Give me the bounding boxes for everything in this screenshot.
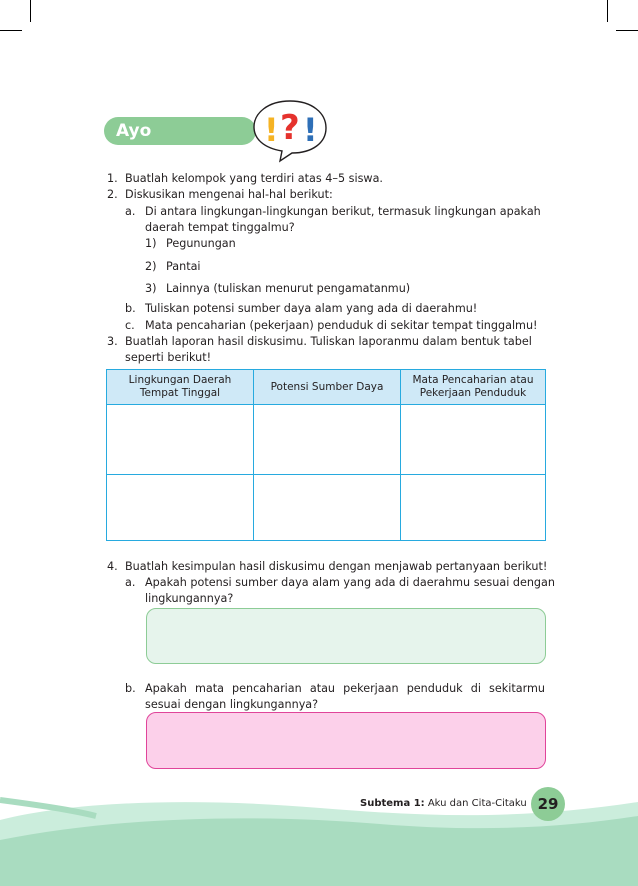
header-text: Lingkungan Daerah: [128, 374, 232, 386]
item-letter: c.: [125, 319, 135, 332]
item-number: 2.: [107, 188, 118, 201]
svg-text:!: !: [303, 111, 318, 149]
item-number: 1.: [107, 172, 118, 185]
item-number: 2): [145, 260, 157, 273]
item-letter: a.: [125, 576, 136, 589]
table-header-potensi: [254, 370, 400, 404]
page-number: 29: [531, 787, 565, 821]
table-header-mata-pencaharian: [401, 370, 545, 404]
table-cell[interactable]: [254, 475, 400, 540]
question-text: Apakah potensi sumber daya alam yang ada di daerahmu sesuai dengan: [145, 576, 555, 589]
table-cell[interactable]: [401, 405, 545, 474]
header-text: Pekerjaan Penduduk: [419, 387, 527, 399]
subtema-title: Aku dan Cita-Citaku: [427, 798, 527, 809]
table-cell[interactable]: [107, 405, 253, 474]
crop-mark: [616, 30, 638, 31]
svg-text:!: !: [264, 111, 279, 149]
option-text: Lainnya (tuliskan menurut pengamatanmu): [166, 282, 411, 295]
answer-box-b[interactable]: [146, 712, 546, 769]
question-text: Apakah mata pencaharian atau pekerjaan penduduk di sekitarmu: [145, 682, 545, 695]
exclamation-question-bubble-icon: [250, 95, 330, 165]
table-cell[interactable]: [401, 475, 545, 540]
header-text: Tempat Tinggal: [139, 387, 221, 399]
instruction-text: Di antara lingkungan-lingkungan berikut, termasuk lingkungan apakah: [145, 205, 541, 218]
instruction-text: Tuliskan potensi sumber daya alam yang ada di daerahmu!: [145, 302, 478, 315]
crop-mark: [607, 0, 608, 22]
item-letter: b.: [125, 302, 136, 315]
report-table: [106, 369, 546, 541]
header-text: Mata Pencaharian atau: [412, 374, 534, 386]
item-number: 1): [145, 237, 157, 250]
header-text: Potensi Sumber Daya: [270, 380, 384, 393]
crop-mark: [0, 30, 22, 31]
option-text: Pegunungan: [166, 237, 236, 250]
instruction-text: Diskusikan mengenai hal-hal berikut:: [125, 188, 333, 201]
instruction-text: Buatlah laporan hasil diskusimu. Tuliskan laporanmu dalam bentuk tabel: [125, 335, 532, 348]
answer-box-a[interactable]: [146, 608, 546, 664]
question-text: lingkungannya?: [145, 592, 234, 605]
question-text: sesuai dengan lingkungannya?: [145, 698, 319, 711]
option-text: Pantai: [166, 260, 201, 273]
table-cell[interactable]: [254, 405, 400, 474]
subtema-label: Subtema 1:: [360, 798, 425, 809]
instruction-text: daerah tempat tinggalmu?: [145, 221, 295, 234]
table-cell[interactable]: [107, 475, 253, 540]
svg-text:?: ?: [280, 108, 300, 148]
item-number: 4.: [107, 560, 118, 573]
instruction-text: Buatlah kelompok yang terdiri atas 4–5 siswa.: [125, 172, 383, 185]
subtema-label-line: [360, 797, 527, 811]
question-text: Buatlah kesimpulan hasil diskusimu dengan menjawab pertanyaan berikut!: [125, 560, 548, 573]
item-number: 3.: [107, 335, 118, 348]
instruction-text: seperti berikut!: [125, 351, 212, 364]
section-title-badge: Ayo Berdiskusi: [104, 117, 256, 145]
instruction-text: Mata pencaharian (pekerjaan) penduduk di sekitar tempat tinggalmu!: [145, 319, 538, 332]
crop-mark: [30, 0, 31, 22]
item-letter: b.: [125, 682, 136, 695]
item-letter: a.: [125, 205, 136, 218]
table-header-lingkungan: [107, 370, 253, 404]
item-number: 3): [145, 282, 157, 295]
